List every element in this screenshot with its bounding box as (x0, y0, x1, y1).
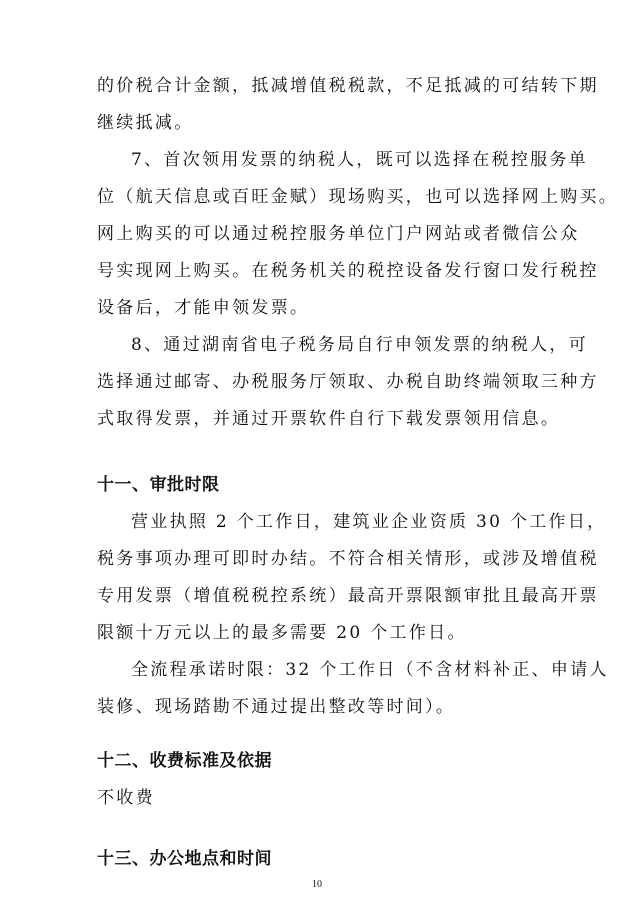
item7-line-2: 位（航天信息或百旺金赋）现场购买，也可以选择网上购买。 (97, 187, 619, 207)
section-11-para2-line-1: 全流程承诺时限：32 个工作日（不含材料补正、申请人 (131, 660, 609, 680)
section-11-para2-line-2: 装修、现场踏勘不通过提出整改等时间）。 (97, 697, 456, 717)
item7-line-5: 设备后，才能申领发票。 (97, 298, 310, 318)
section-11-para1-line-4: 限额十万元以上的最多需要 20 个工作日。 (97, 623, 467, 643)
item7-line-1: 7、首次领用发票的纳税人，既可以选择在税控服务单 (131, 150, 589, 170)
item8-line-3: 式取得发票，并通过开票软件自行下载发票领用信息。 (97, 409, 561, 429)
item8-line-2: 选择通过邮寄、办税服务厅领取、办税自助终端领取三种方 (97, 372, 599, 392)
section-12-heading: 十二、收费标准及依据 (97, 751, 272, 771)
section-11-para1-line-3: 专用发票（增值税税控系统）最高开票限额审批且最高开票 (97, 586, 599, 606)
item7-line-4: 号实现网上购买。在税务机关的税控设备发行窗口发行税控 (97, 261, 599, 281)
section-11-para1-line-2: 税务事项办理可即时办结。不符合相关情形，或涉及增值税 (97, 549, 599, 569)
page-number: 10 (312, 879, 322, 890)
continuation-line-1: 的价税合计金额，抵减增值税税款，不足抵减的可结转下期 (97, 76, 599, 96)
section-11-para1-line-1: 营业执照 2 个工作日，建筑业企业资质 30 个工作日， (131, 512, 607, 532)
item7-line-3: 网上购买的可以通过税控服务单位门户网站或者微信公众 (97, 224, 580, 244)
section-12-body: 不收费 (97, 788, 155, 808)
section-13-heading: 十三、办公地点和时间 (97, 849, 272, 869)
section-11-heading: 十一、审批时限 (97, 475, 220, 495)
item8-line-1: 8、通过湖南省电子税务局自行申领发票的纳税人，可 (131, 335, 589, 355)
continuation-line-2: 继续抵减。 (97, 113, 194, 133)
